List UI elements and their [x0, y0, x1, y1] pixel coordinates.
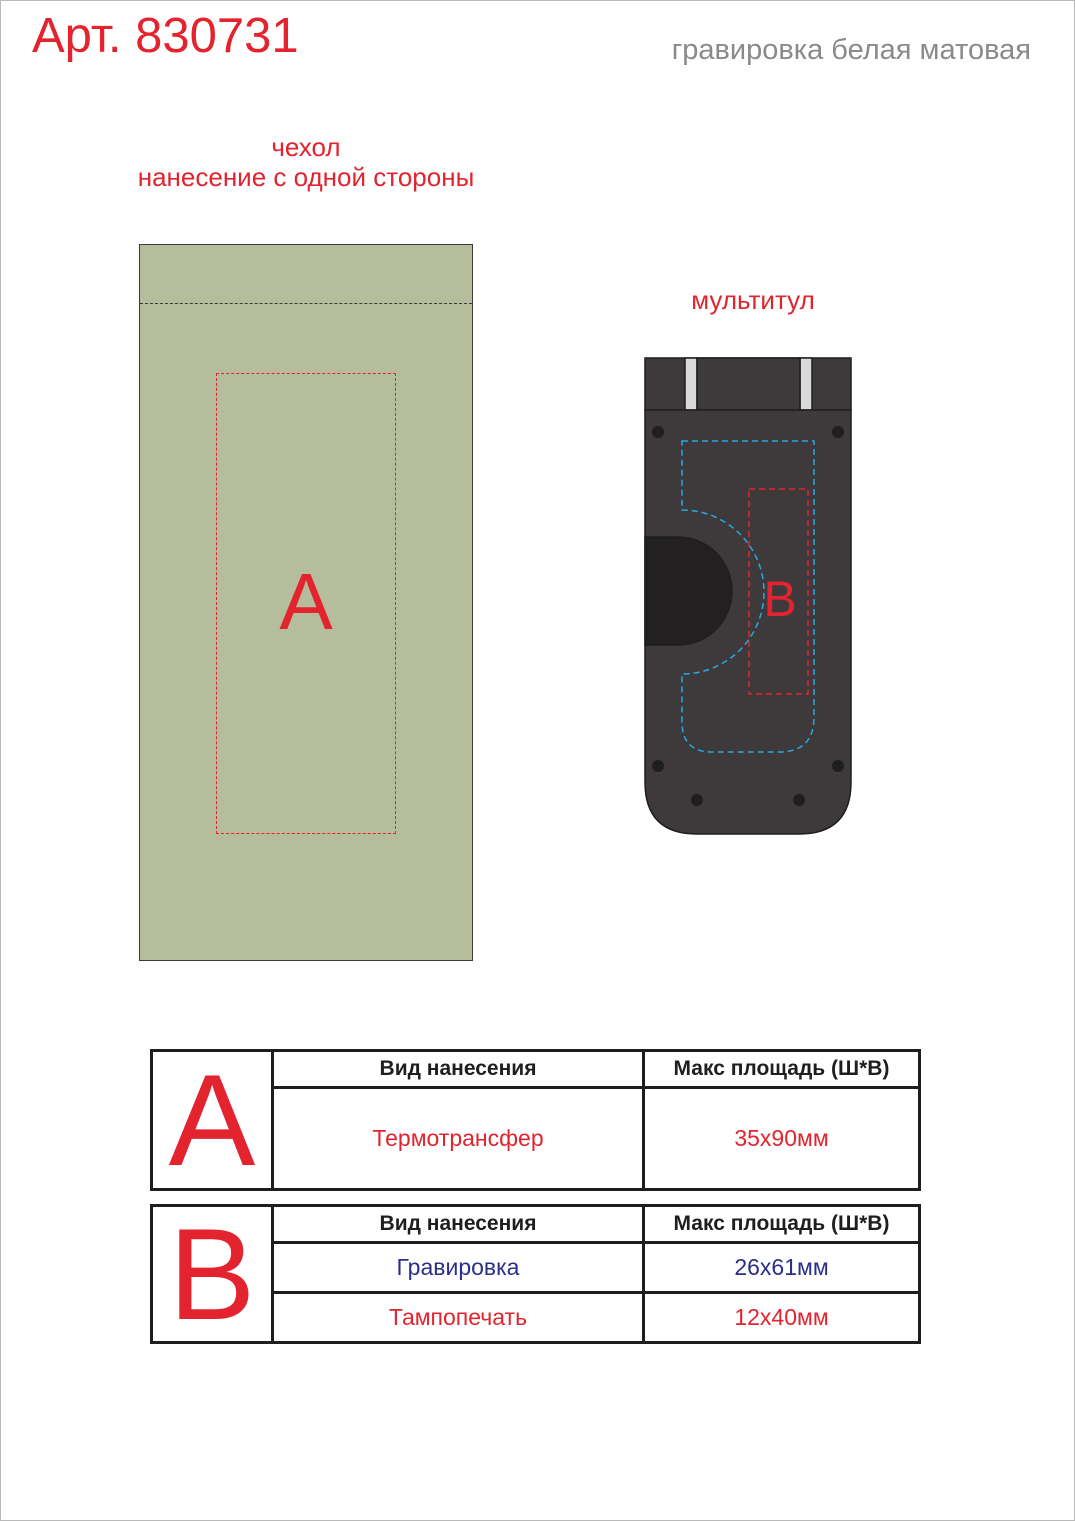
spec-table-b	[150, 1201, 921, 1347]
case-illustration	[139, 244, 473, 961]
multitool-caption: мультитул	[691, 285, 815, 315]
table-b-method-2: Тампопечать	[273, 1293, 644, 1343]
article-title: Арт. 830731	[32, 9, 299, 63]
table-b-header-area: Макс площадь (Ш*В)	[644, 1206, 920, 1243]
table-b-letter: B	[152, 1206, 273, 1343]
zone-b-label: B	[763, 571, 797, 627]
case-caption-line2: нанесение с одной стороны	[137, 162, 475, 193]
screw	[832, 760, 844, 772]
table-a-method: Термотрансфер	[273, 1088, 644, 1190]
clip-inner	[697, 358, 800, 410]
table-b-area-1: 26x61мм	[644, 1243, 920, 1293]
screw	[652, 426, 664, 438]
table-a-header-area: Макс площадь (Ш*В)	[644, 1051, 920, 1088]
method-subtitle: гравировка белая матовая	[671, 34, 1031, 66]
spec-table-a	[150, 1049, 921, 1191]
screw	[832, 426, 844, 438]
screw	[793, 794, 805, 806]
table-a-header-method: Вид нанесения	[273, 1051, 644, 1088]
table-a-letter: A	[152, 1051, 273, 1190]
clip-bar-left	[685, 358, 697, 410]
table-b-method-1: Гравировка	[273, 1243, 644, 1293]
table-b-area-2: 12x40мм	[644, 1293, 920, 1343]
case-caption-line1: чехол	[271, 132, 341, 162]
case-caption	[90, 132, 522, 193]
print-zone-a	[216, 373, 396, 834]
case-fold-line	[140, 303, 472, 304]
zone-a-label: A	[279, 557, 333, 646]
table-a-area: 35x90мм	[644, 1088, 920, 1190]
clip-bar-right	[800, 358, 812, 410]
screw	[652, 760, 664, 772]
table-b-header-method: Вид нанесения	[273, 1206, 644, 1243]
screw	[691, 794, 703, 806]
